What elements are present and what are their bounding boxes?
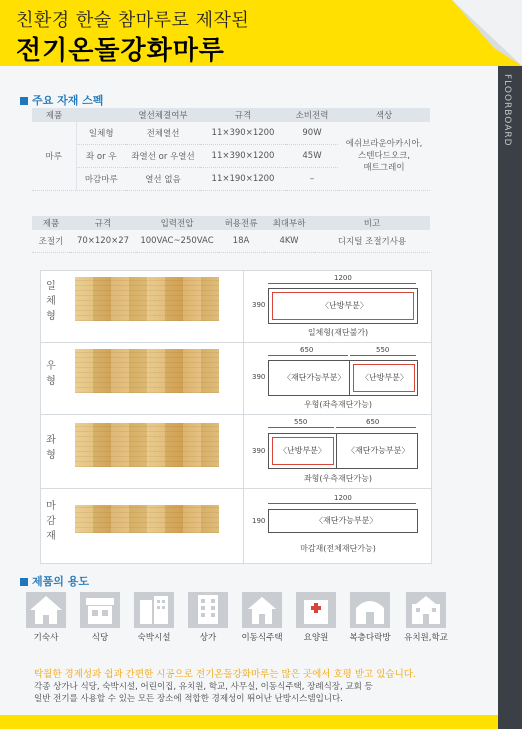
- controller-header: 입력전압: [136, 216, 218, 230]
- spec-section-label: 주요 자재 스펙: [32, 94, 104, 107]
- zone-label: 〈난방부분〉: [361, 373, 408, 382]
- spec-header: 제품: [32, 108, 76, 122]
- spec-cell: 마감마루: [76, 168, 126, 191]
- panel-caption: 마감재(전체재단가능): [300, 544, 376, 553]
- panel-integrated: [40, 270, 432, 344]
- spec-header: 색상: [338, 108, 430, 122]
- spec-cell: –: [286, 168, 338, 191]
- board-outline: [268, 433, 418, 469]
- width-label: 650: [300, 346, 314, 354]
- controller-header: 비고: [314, 216, 430, 230]
- panel-caption: 좌형(우측재단가능): [303, 474, 373, 483]
- dimension-line: [268, 355, 348, 356]
- usage-item: 복층다락방: [346, 592, 394, 643]
- spec-cell: 90W: [286, 122, 338, 145]
- usage-item: 상가: [184, 592, 232, 643]
- usage-item: 유치원,학교: [402, 592, 450, 643]
- panel-label: 좌 형: [46, 435, 56, 461]
- controller-cell: 디지털 조절기사용: [314, 230, 430, 253]
- controller-header: 규격: [70, 216, 136, 230]
- spec-section-title: [20, 92, 103, 108]
- panel-label: 마 감 재: [46, 501, 56, 542]
- zone-label: 〈난방부분〉: [321, 301, 368, 310]
- usage-item: 이동식주택: [238, 592, 286, 643]
- usage-icons: [22, 592, 462, 648]
- color-name: 에쉬브라운아카시아,: [345, 139, 423, 149]
- width-label: 650: [366, 418, 380, 426]
- controller-cell: 18A: [218, 230, 264, 253]
- controller-cell: 70×120×27: [70, 230, 136, 253]
- side-strip-text: FLOORBOARD: [502, 74, 512, 147]
- spec-cell: 좌 or 우: [76, 145, 126, 168]
- panel-label: 우 형: [46, 361, 56, 387]
- controller-header: 허용전류: [218, 216, 264, 230]
- height-label: 390: [252, 373, 266, 381]
- panel-diagram: [243, 271, 432, 343]
- mobile-home-icon: [242, 592, 282, 628]
- panel-finishing: [40, 488, 432, 564]
- width-label: 1200: [334, 494, 352, 502]
- spec-header: 열선체결여부: [126, 108, 200, 122]
- usage-highlight: 탁월한 경제성과 쉽과 간편한 시공으로 전기온돌강화마루는 많은 곳에서 호평 받고 있습니다.: [34, 669, 416, 680]
- board-outline: [268, 288, 418, 324]
- spec-cell: 45W: [286, 145, 338, 168]
- spec-header: 규격: [200, 108, 286, 122]
- width-label: 550: [376, 346, 390, 354]
- controller-cell: 조절기: [32, 230, 70, 253]
- wood-sample-image: [75, 277, 219, 321]
- attic-icon: [350, 592, 390, 628]
- school-icon: [406, 592, 446, 628]
- usage-section-title: [20, 573, 89, 589]
- bottom-bar: [0, 715, 498, 729]
- color-name: 매트그레이: [363, 163, 405, 173]
- spec-cell: 11×190×1200: [200, 168, 286, 191]
- panel-label: 일 체 형: [46, 281, 56, 322]
- nursing-home-icon: [296, 592, 336, 628]
- usage-item: 기숙사: [22, 592, 70, 643]
- spec-cell: 11×390×1200: [200, 122, 286, 145]
- usage-description: 각종 상가나 식당, 숙박시설, 어린이집, 유치원, 학교, 사무실, 이동식주택, 장례식장, 교회 등 일반 전기를 사용할 수 있는 모든 장소에 적합한 경제성이 뛰어난 난방시스템입니다.: [34, 682, 373, 704]
- panel-diagram: [243, 343, 432, 415]
- panel-right-type: [40, 342, 432, 416]
- usage-item: 숙박시설: [130, 592, 178, 643]
- dormitory-icon: [26, 592, 66, 628]
- controller-cell: 4KW: [264, 230, 314, 253]
- wood-sample-image: [75, 505, 219, 533]
- width-label: 550: [294, 418, 308, 426]
- color-name: 스텐다드오크,: [358, 151, 410, 161]
- spec-cell: 일체형: [76, 122, 126, 145]
- section-square-icon: [20, 97, 28, 105]
- hotel-icon: [134, 592, 174, 628]
- dimension-line: [268, 503, 416, 504]
- wood-sample-image: [75, 349, 219, 393]
- dimension-line: [268, 427, 334, 428]
- height-label: 390: [252, 301, 266, 309]
- controller-table: [32, 216, 430, 253]
- spec-colors: [338, 122, 430, 191]
- panel-caption: 우형(좌측재단가능): [303, 400, 373, 409]
- header-banner: [0, 0, 522, 66]
- dimension-line: [336, 427, 416, 428]
- table-row: [32, 122, 430, 145]
- page-curl-icon: [452, 0, 522, 66]
- spec-product-label: 마루: [32, 122, 76, 191]
- panel-diagram: [243, 489, 432, 563]
- usage-item: 요양원: [292, 592, 340, 643]
- spec-cell: 전체열선: [126, 122, 200, 145]
- section-square-icon: [20, 578, 28, 586]
- spec-table: [32, 108, 430, 191]
- spec-cell: 11×390×1200: [200, 145, 286, 168]
- zone-label: 〈재단가능부분〉: [347, 446, 410, 455]
- usage-item: 식당: [76, 592, 124, 643]
- side-strip: [498, 66, 522, 729]
- table-row: [32, 230, 430, 253]
- shop-icon: [188, 592, 228, 628]
- dimension-line: [268, 283, 416, 284]
- controller-header: 최대부하: [264, 216, 314, 230]
- panel-caption: 일체형(재단불가): [307, 328, 369, 337]
- dimension-line: [350, 355, 416, 356]
- spec-header: 소비전력: [286, 108, 338, 122]
- height-label: 390: [252, 447, 266, 455]
- zone-label: 〈재단가능부분〉: [283, 373, 346, 382]
- panel-left-type: [40, 414, 432, 490]
- usage-section-label: 제품의 용도: [32, 575, 89, 588]
- board-outline: [268, 360, 418, 396]
- controller-cell: 100VAC~250VAC: [136, 230, 218, 253]
- restaurant-icon: [80, 592, 120, 628]
- height-label: 190: [252, 517, 266, 525]
- board-outline: [268, 509, 418, 533]
- controller-header: 제품: [32, 216, 70, 230]
- wood-sample-image: [75, 423, 219, 467]
- header-subtitle: 친환경 한술 참마루로 제작된: [16, 10, 250, 31]
- zone-label: 〈재단가능부분〉: [315, 516, 378, 525]
- zone-label: 〈난방부분〉: [279, 446, 326, 455]
- header-title: 전기온돌강화마루: [16, 36, 225, 66]
- spec-cell: 좌열선 or 우열선: [126, 145, 200, 168]
- panel-diagram: [243, 415, 432, 489]
- spec-header: [76, 108, 126, 122]
- width-label: 1200: [334, 274, 352, 282]
- spec-cell: 열선 없음: [126, 168, 200, 191]
